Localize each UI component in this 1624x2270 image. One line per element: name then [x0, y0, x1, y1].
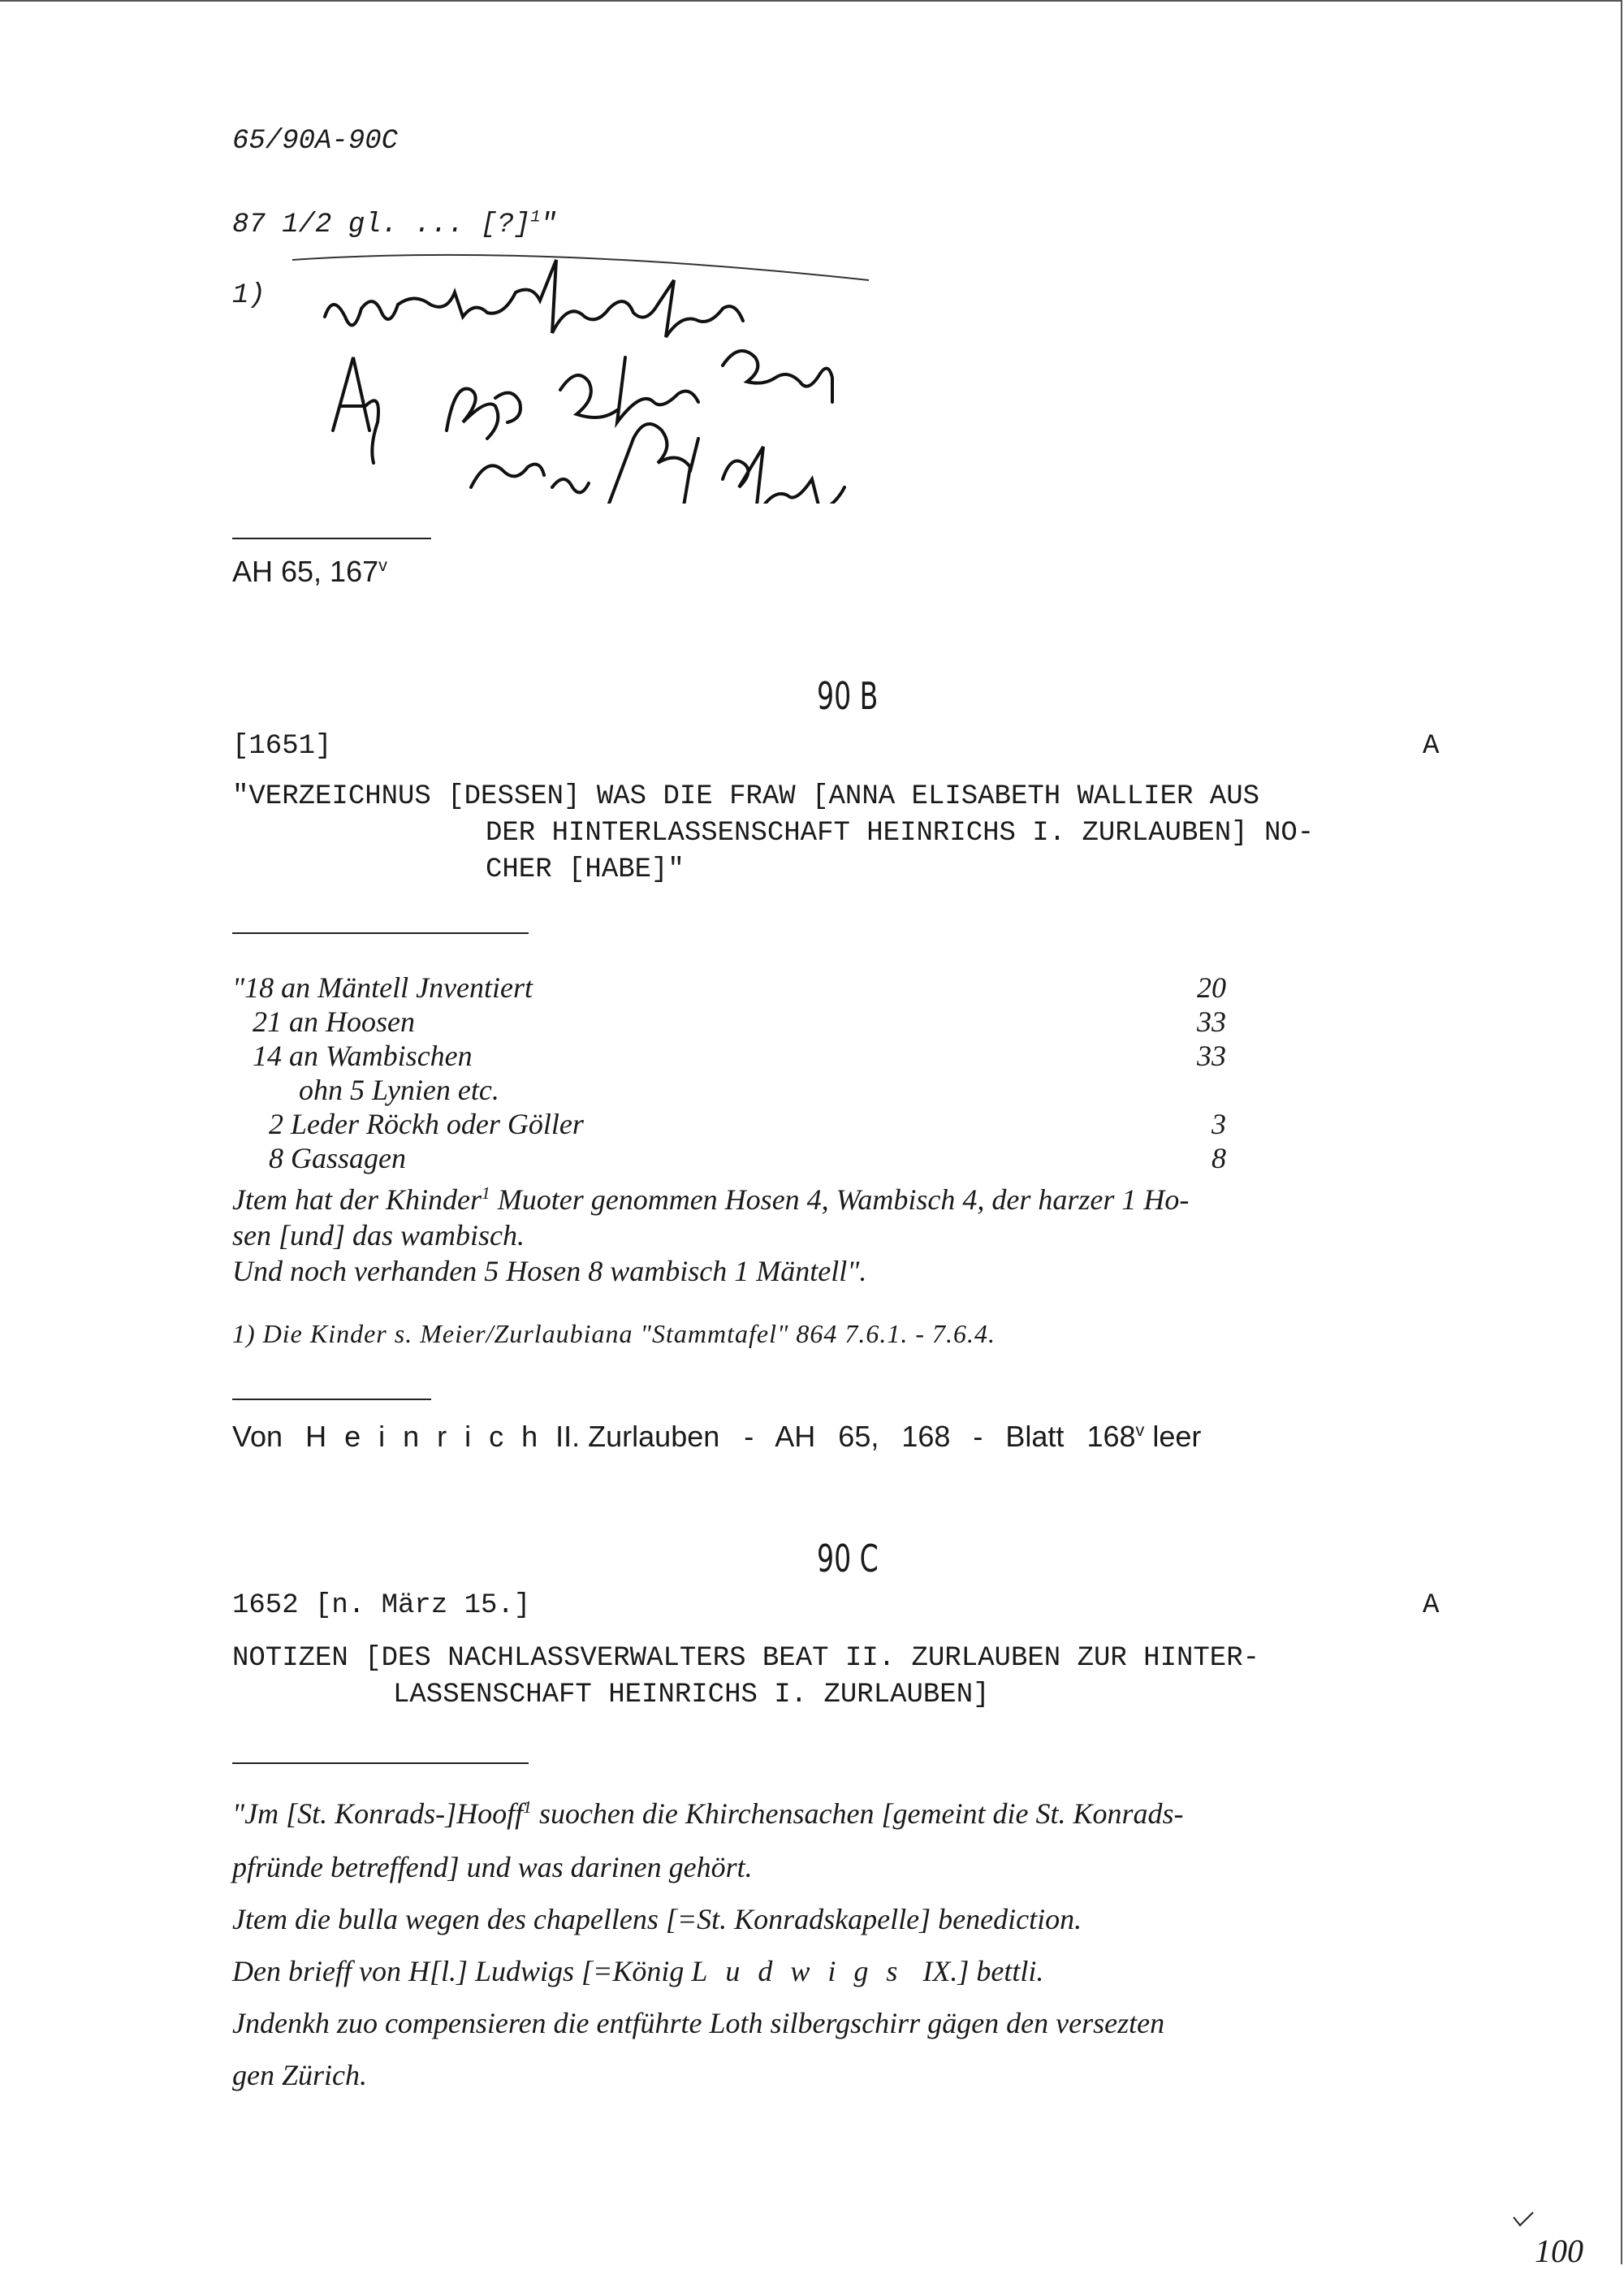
entry-c-text-line1	[232, 1797, 1183, 1831]
item-value: 8	[1212, 1142, 1226, 1174]
item-label: ohn 5 Lynien etc.	[299, 1074, 499, 1106]
item-label: 14 an Wambischen	[253, 1040, 473, 1072]
source-c-prefix: Von	[232, 1420, 283, 1453]
source-b-reference	[232, 555, 387, 589]
top-amount-text: 87 1/2 gl. ... [?]	[232, 210, 531, 240]
text-line4-end: IX.] bettli.	[915, 1955, 1044, 1987]
entry-b-grade: A	[1423, 731, 1440, 762]
entry-b-title-line1: "VERZEICHNUS [DESSEN] WAS DIE FRAW [ANNA ELISABETH WALLIER AUS	[232, 781, 1260, 812]
entry-c-text-line5: Jndenkh zuo compensieren die entführte Loth silbergschirr gägen den versezten	[232, 2007, 1165, 2039]
top-amount-tail: "	[540, 210, 557, 240]
item-label: 21 an Hoosen	[253, 1005, 415, 1038]
entry-b-note-line3: Und noch verhanden 5 Hosen 8 wambisch 1 Mäntell".	[232, 1255, 867, 1287]
entry-b-number: 90 B	[817, 674, 879, 718]
source-c-rule	[232, 1399, 431, 1400]
text-footnote-ref: 1	[523, 1797, 532, 1817]
page-reference: 65/90A-90C	[232, 126, 399, 157]
item-value: 20	[1197, 971, 1226, 1004]
text-line4-spaced: Ludwigs	[691, 1955, 916, 1987]
source-b-text: AH 65, 167	[232, 555, 379, 588]
item-value: 33	[1197, 1005, 1226, 1038]
entry-c-grade: A	[1423, 1590, 1440, 1621]
entry-c-title-line2: LASSENSCHAFT HEINRICHS I. ZURLAUBEN]	[393, 1680, 990, 1710]
item-value: 3	[1212, 1108, 1226, 1140]
entry-c-text-line3: Jtem die bulla wegen des chapellens [=St. Konradskapelle] benediction.	[232, 1903, 1082, 1935]
handwritten-footnote-marker: 1)	[232, 280, 266, 311]
entry-b-title-line3: CHER [HABE]"	[486, 854, 685, 885]
handwritten-note-image	[284, 244, 885, 504]
item-value: 33	[1197, 1040, 1226, 1072]
entry-c-title-line1: NOTIZEN [DES NACHLASSVERWALTERS BEAT II. ZURLAUBEN ZUR HINTER-	[232, 1643, 1260, 1674]
source-c-name-spaced: Heinrich	[305, 1420, 556, 1453]
entry-b-note-line1	[232, 1183, 1189, 1217]
source-c-reference	[232, 1420, 1201, 1454]
note-footnote-ref: 1	[481, 1183, 490, 1203]
entry-c-text-line2: pfründe betreffend] und was darinen gehört.	[232, 1851, 753, 1883]
entry-c-text-line6: gen Zürich.	[232, 2059, 367, 2091]
note-line1-start: Jtem hat der Khinder	[232, 1183, 482, 1216]
page-number: 100	[1535, 2233, 1583, 2269]
top-amount-line	[232, 210, 557, 240]
source-c-name-rest: II. Zurlauben	[555, 1420, 720, 1453]
entry-c-number: 90 C	[817, 1537, 879, 1580]
source-c-verso: v	[1135, 1420, 1145, 1440]
entry-b-title-line2: DER HINTERLASSENSCHAFT HEINRICHS I. ZURLAUBEN] NO-	[486, 818, 1315, 849]
text-line1-end: suochen die Khirchensachen [gemeint die St. Konrads-	[531, 1797, 1184, 1830]
entry-b-date: [1651]	[232, 731, 332, 762]
item-label: 2 Leder Röckh oder Göller	[269, 1108, 584, 1140]
source-b-rule	[232, 538, 431, 539]
note-line1-end: Muoter genommen Hosen 4, Wambisch 4, der harzer 1 Ho-	[490, 1183, 1190, 1216]
entry-b-rule	[232, 932, 529, 934]
entry-b-footnote: 1) Die Kinder s. Meier/Zurlaubiana "Stammtafel" 864 7.6.1. - 7.6.4.	[232, 1319, 996, 1348]
text-line4-start: Den brieff von H[l.] Ludwigs [=König	[232, 1955, 692, 1987]
entry-c-text-line4	[232, 1954, 1043, 1988]
item-label: 8 Gassagen	[269, 1142, 406, 1174]
entry-c-date: 1652 [n. März 15.]	[232, 1590, 531, 1621]
item-label: "18 an Mäntell Jnventiert	[232, 971, 533, 1004]
entry-b-note-line2: sen [und] das wambisch.	[232, 1219, 525, 1252]
source-c-tail: leer	[1144, 1420, 1202, 1453]
text-line1-start: "Jm [St. Konrads-]Hooff	[232, 1797, 524, 1830]
source-b-verso: v	[378, 555, 387, 575]
entry-c-rule	[232, 1762, 529, 1764]
source-c-ref: - AH 65, 168 - Blatt 168	[744, 1420, 1136, 1453]
top-amount-footnote-ref: 1	[530, 208, 541, 227]
